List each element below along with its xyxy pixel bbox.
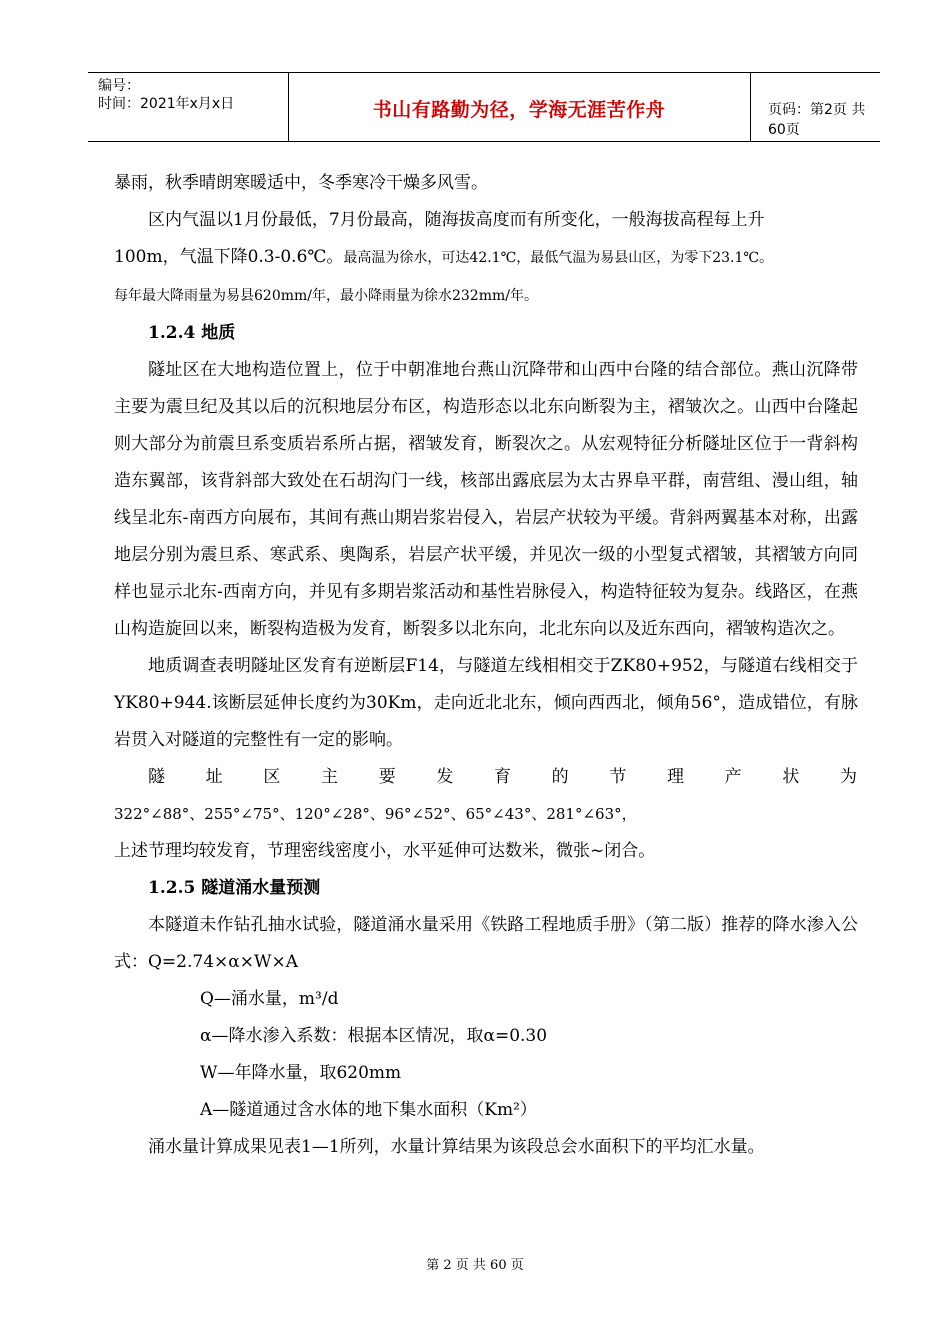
- paragraph-temperature: [114, 202, 858, 315]
- paragraph-geology: 隧址区在大地构造位置上，位于中朝准地台燕山沉降带和山西中台隆的结合部位。燕山沉降带主要为震旦纪及其以后的沉积地层分布区，构造形态以北东向断裂为主，褶皱次之。山西中台隆起则大部分为前震旦系变质岩系所占据，褶皱发育，断裂次之。从宏观特征分析隧址区位于一背斜构造东翼部，该背斜部大致处在石胡沟门一线，核部出露底层为太古界阜平群，南营组、漫山组，轴线呈北东-南西方向展布，其间有燕山期岩浆岩侵入，岩层产状较为平缓。背斜两翼基本对称，出露地层分别为震旦系、寒武系、奥陶系，岩层产状平缓，并见次一级的小型复式褶皱，其褶皱方向同样也显示北东-西南方向，并见有多期岩浆活动和基性岩脉侵入，构造特征较为复杂。线路区，在燕山构造旋回以来，断裂构造极为发育，断裂多以北东向，北北东向以及近东西向，褶皱构造次之。: [114, 360, 858, 639]
- paragraph-joints-values: 322°∠88°、255°∠75°、120°∠28°、96°∠52°、65°∠43°、281°∠63°，: [114, 805, 637, 823]
- heading-geology: 1.2.4 地质: [148, 323, 236, 343]
- temperature-sentence-c: 最高温为徐水，可达42.1℃，最低气温为易县山区，为零下23.1℃。: [343, 250, 774, 266]
- paragraph-formula-intro: 本隧道未作钻孔抽水试验，隧道涌水量采用《铁路工程地质手册》（第二版）推荐的降水渗入公式：Q=2.74×α×W×A: [114, 915, 858, 972]
- formula-term-w: W—年降水量，取620mm: [200, 1063, 402, 1083]
- formula-term-q: Q—涌水量，m³/d: [200, 989, 339, 1009]
- header-divider-right: [750, 73, 751, 141]
- paragraph-joints-desc: 上述节理均较发育，节理密线密度小，水平延伸可达数米，微张~闭合。: [114, 841, 656, 861]
- heading-water-inflow: 1.2.5 隧道涌水量预测: [148, 878, 321, 898]
- paragraph-results: 涌水量计算成果见表1—1所列，水量计算结果为该段总会水面积下的平均汇水量。: [148, 1137, 765, 1157]
- paragraph-fault: 地质调查表明隧址区发育有逆断层F14，与隧道左线相相交于ZK80+952，与隧道右线相交于YK80+944.该断层延伸长度约为30Km，走向近北北东，倾向西西北，倾角56°，造成错位，有脉岩贯入对隧道的完整性有一定的影响。: [114, 656, 858, 750]
- formula-term-alpha: α—降水渗入系数：根据本区情况，取α=0.30: [200, 1026, 548, 1046]
- page-header: [88, 72, 880, 142]
- formula-term-a: A—隧道通过含水体的地下集水面积（Km²）: [200, 1100, 537, 1120]
- header-motto: 书山有路勤为径，学海无涯苦作舟: [372, 99, 666, 121]
- paragraph-joints-lead: 隧址区主要发育的节理产状为: [148, 767, 858, 787]
- rainfall-sentence: 每年最大降雨量为易县620mm/年，最小降雨量为徐水232mm/年。: [114, 288, 538, 304]
- temperature-sentence-a: 区内气温以1月份最低，7月份最高，随海拔高度而有所变化，一般海拔高程每上升: [148, 210, 765, 230]
- document-time-label: 时间：2021年x月x日: [98, 96, 235, 112]
- temperature-sentence-b: 100m，气温下降0.3-0.6℃。: [114, 247, 344, 267]
- page-footer: 第 2 页 共 60 页: [426, 1258, 524, 1273]
- document-number-label: 编号：: [98, 78, 140, 94]
- header-meta: [98, 77, 288, 113]
- paragraph-climate-end: 暴雨，秋季晴朗寒暖适中，冬季寒冷干燥多风雪。: [114, 173, 488, 193]
- header-page-info: 页码：第2页 共60页: [768, 102, 866, 138]
- document-body: [114, 165, 858, 1166]
